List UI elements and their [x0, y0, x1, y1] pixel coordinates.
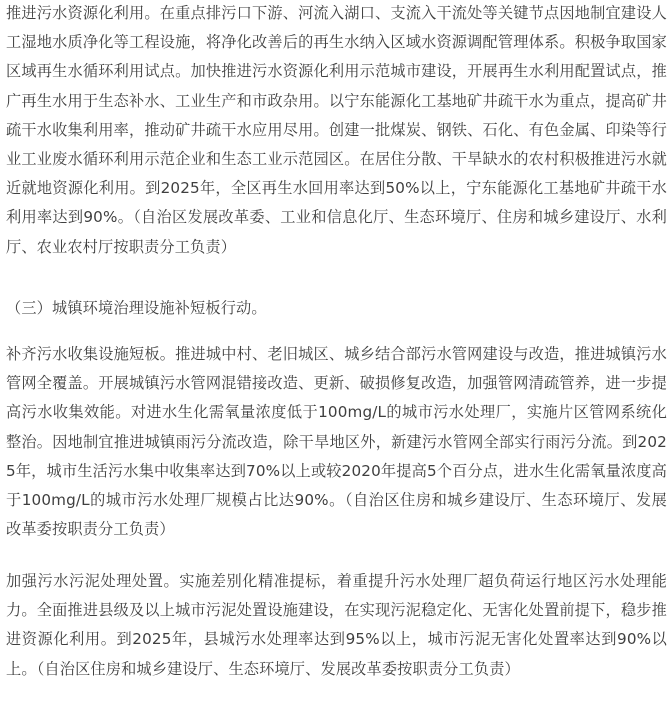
section-heading-urban-facilities: （三）城镇环境治理设施补短板行动。	[6, 299, 267, 317]
paragraph-wastewater-reuse: 推进污水资源化利用。在重点排污口下游、河流入湖口、支流入干流处等关键节点因地制宜建设人工湿地水质净化等工程设施，将净化改善后的再生水纳入区域水资源调配管理体系。积极争取国家区域再生水循环利用试点。加快推进污水资源化利用示范城市建设，开展再生水利用配置试点，推广再生水用于生态补水、工业生产和市政杂用。以宁东能源化工基地矿井疏干水为重点，提高矿井疏干水收集利用率，推动矿井疏干水应用尽用。创建一批煤炭、钢铁、石化、有色金属、印染等行业工业废水循环利用示范企业和生态工业示范园区。在居住分散、干旱缺水的农村积极推进污水就近就地资源化利用。到2025年，全区再生水回用率达到50%以上，宁东能源化工基地矿井疏干水利用率达到90%。（自治区发展改革委、工业和信息化厅、生态环境厅、住房和城乡建设厅、水利厅、农业农村厅按职责分工负责）	[6, 4, 667, 256]
paragraph-sewage-collection: 补齐污水收集设施短板。推进城中村、老旧城区、城乡结合部污水管网建设与改造，推进城镇污水管网全覆盖。开展城镇污水管网混错接改造、更新、破损修复改造，加强管网清疏管养，进一步提高污水收集效能。对进水生化需氧量浓度低于100mg/L的城市污水处理厂，实施片区管网系统化整治。因地制宜推进城镇雨污分流改造，除干旱地区外，新建污水管网全部实行雨污分流。到2025年，城市生活污水集中收集率达到70%以上或较2020年提高5个百分点，进水生化需氧量浓度高于100mg/L的城市污水处理厂规模占比达90%。（自治区住房和城乡建设厅、生态环境厅、发展改革委按职责分工负责）	[6, 345, 667, 539]
paragraph-sludge-treatment: 加强污水污泥处理处置。实施差别化精准提标，着重提升污水处理厂超负荷运行地区污水处理能力。全面推进县级及以上城市污泥处置设施建设，在实现污泥稳定化、无害化处置前提下，稳步推进资源化利用。到2025年，县城污水处理率达到95%以上，城市污泥无害化处置率达到90%以上。（自治区住房和城乡建设厅、生态环境厅、发展改革委按职责分工负责）	[6, 572, 667, 678]
